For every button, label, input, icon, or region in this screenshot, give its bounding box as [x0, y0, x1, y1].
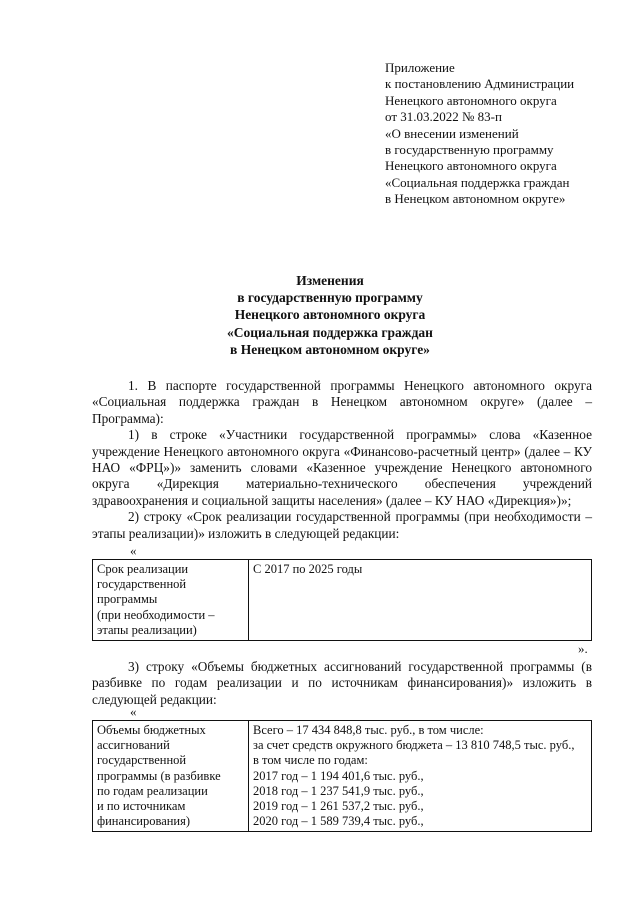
table-budget: [92, 720, 592, 832]
label-line: и по источникам: [97, 799, 186, 814]
appendix-line: Ненецкого автономного округа: [385, 92, 557, 108]
value-line: 2019 год – 1 261 537,2 тыс. руб.,: [253, 799, 424, 814]
label-line: (при необходимости –: [97, 607, 215, 622]
appendix-line: к постановлению Администрации: [385, 76, 575, 92]
table-value-cell: [249, 721, 592, 832]
table-label-cell: [93, 721, 249, 832]
label-line: ассигнований: [97, 738, 170, 753]
value-line: в том числе по годам:: [253, 753, 368, 768]
document-title: [70, 272, 590, 358]
title-line: в государственную программу: [237, 290, 423, 306]
label-line: Срок реализации: [97, 562, 189, 576]
title-line: Изменения: [296, 273, 364, 288]
label-line: по годам реализации: [97, 783, 208, 798]
title-line: Ненецкого автономного округа: [234, 307, 426, 323]
appendix-line: в Ненецком автономном округе»: [385, 191, 566, 207]
body-section-2: [92, 659, 592, 708]
appendix-line: от 31.03.2022 № 83-п: [385, 109, 502, 125]
appendix-line: «Социальная поддержка граждан: [385, 174, 570, 190]
label-line: государственной: [97, 577, 187, 592]
appendix-header: [385, 60, 625, 208]
table-row: [93, 721, 592, 832]
paragraph-item-1-1: 1) в строке «Участники государственной программы» слова «Казенное учреждение Ненецкого автономного округа «Финансово-расчетный центр» (далее – КУ НАО «ФРЦ»)» заменить словами «Казенное учреждение Ненецкого автономного округа «Дирекция материально-технического обеспечения учреждений здравоохранения и социальной защиты населения» (далее – КУ НАО «Дирекция»)»;: [92, 427, 592, 508]
title-line: «Социальная поддержка граждан: [227, 324, 433, 340]
label-line: программы (в разбивке: [97, 768, 221, 783]
title-line: в Ненецком автономном округе»: [230, 341, 430, 357]
paragraph-item-1-3: 3) строку «Объемы бюджетных ассигнований государственной программы (в разбивке по годам реализации и по источникам финансирования)» изложить в следующей редакции:: [92, 659, 592, 707]
open-quote: «: [130, 704, 137, 719]
appendix-line: Ненецкого автономного округа: [385, 158, 557, 174]
value-line: Всего – 17 434 848,8 тыс. руб., в том числе:: [253, 723, 484, 737]
table-row: [93, 560, 592, 641]
value-line: 2017 год – 1 194 401,6 тыс. руб.,: [253, 768, 424, 783]
label-line: финансирования): [97, 814, 191, 829]
table-label-cell: [93, 560, 249, 641]
label-line: государственной: [97, 753, 187, 768]
appendix-line: Приложение: [385, 60, 455, 75]
value-line: за счет средств окружного бюджета – 13 810 748,5 тыс. руб.,: [253, 738, 575, 753]
label-line: этапы реализации): [97, 622, 197, 637]
value-line: 2020 год – 1 589 739,4 тыс. руб.,: [253, 814, 424, 829]
label-line: программы: [97, 592, 158, 607]
close-quote: ».: [578, 641, 588, 656]
table-term: [92, 559, 592, 641]
open-quote: «: [130, 543, 137, 558]
table-value-cell: [249, 560, 592, 641]
body-section-1: [92, 378, 592, 542]
paragraph-item-1: 1. В паспорте государственной программы Ненецкого автономного округа «Социальная поддержка граждан в Ненецком автономном округе» (далее – Программа):: [92, 378, 592, 426]
value-line: 2018 год – 1 237 541,9 тыс. руб.,: [253, 783, 424, 798]
label-line: Объемы бюджетных: [97, 723, 206, 737]
value-line: С 2017 по 2025 годы: [253, 562, 363, 576]
paragraph-item-1-2: 2) строку «Срок реализации государственной программы (при необходимости – этапы реализации)» изложить в следующей редакции:: [92, 509, 592, 541]
appendix-line: в государственную программу: [385, 142, 554, 158]
appendix-line: «О внесении изменений: [385, 125, 519, 141]
